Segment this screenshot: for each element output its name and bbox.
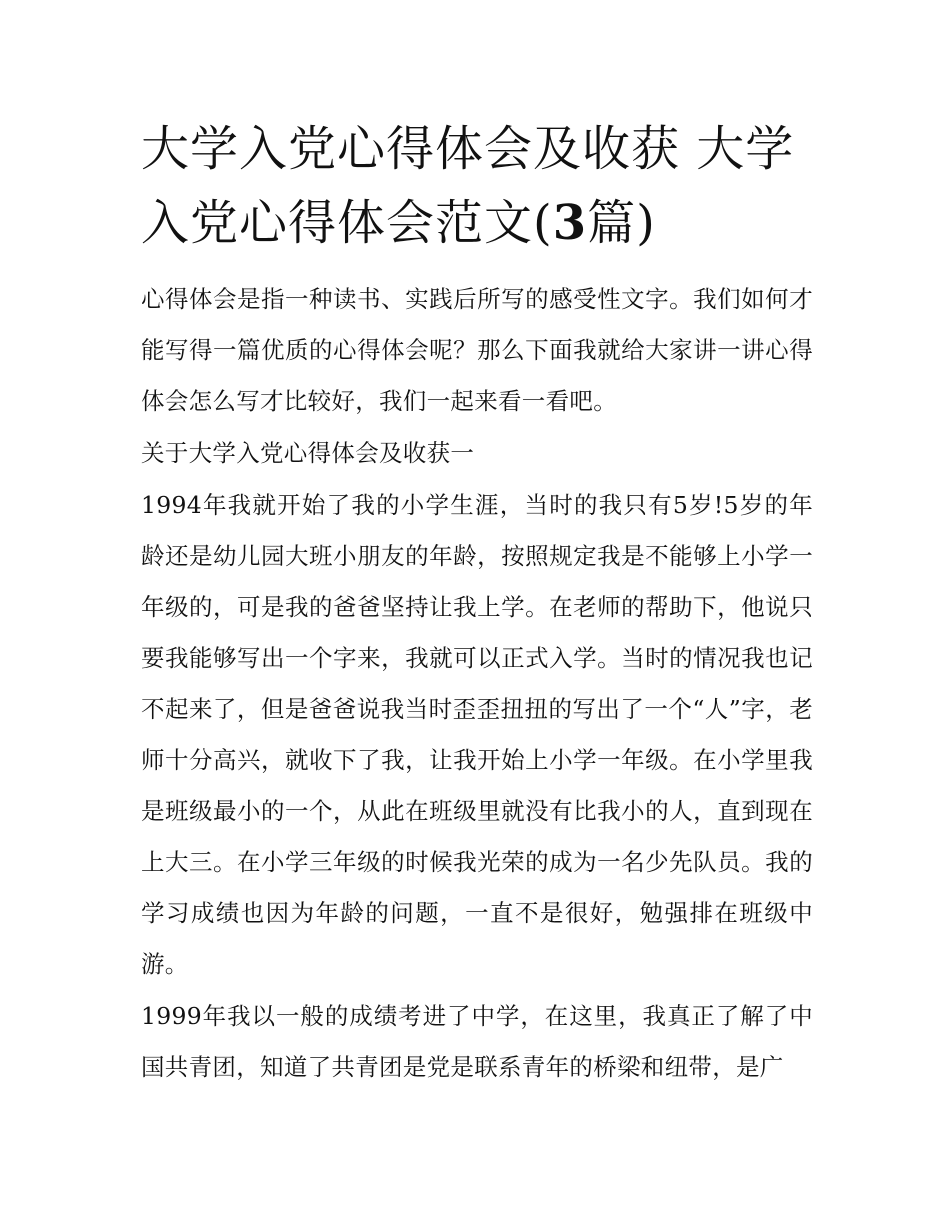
body-paragraph-1999: 1999年我以一般的成绩考进了中学，在这里，我真正了解了中国共青团，知道了共青团是党是联系青年的桥梁和纽带，是广	[141, 1002, 813, 1081]
title-text-part1: 大学入党心得体会及收获 大学入党心得体会范文(	[141, 121, 795, 251]
title-number: 3	[552, 195, 588, 251]
title-text-part2: 篇)	[587, 195, 656, 251]
section-heading: 关于大学入党心得体会及收获一	[141, 439, 475, 467]
intro-paragraph: 心得体会是指一种读书、实践后所写的感受性文字。我们如何才能写得一篇优质的心得体会呢？那么下面我就给大家讲一讲心得体会怎么写才比较好，我们一起来看一看吧。	[141, 285, 813, 415]
document-title	[141, 112, 813, 260]
body-paragraph-1994: 1994年我就开始了我的小学生涯，当时的我只有5岁!5岁的年龄还是幼儿园大班小朋友的年龄，按照规定我是不能够上小学一年级的，可是我的爸爸坚持让我上学。在老师的帮助下，他说只要我能够写出一个字来，我就可以正式入学。当时的情况我也记不起来了，但是爸爸说我当时歪歪扭扭的写出了一个“人”字，老师十分高兴，就收下了我，让我开始上小学一年级。在小学里我是班级最小的一个，从此在班级里就没有比我小的人，直到现在上大三。在小学三年级的时候我光荣的成为一名少先队员。我的学习成绩也因为年龄的问题，一直不是很好，勉强排在班级中游。	[141, 491, 813, 978]
document-page	[141, 112, 813, 1093]
